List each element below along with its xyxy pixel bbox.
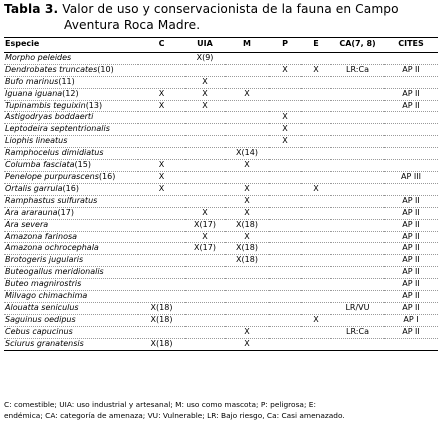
e-cell: [301, 338, 331, 350]
caption-text-1: Valor de uso y conservacionista de la fauna en Campo: [62, 2, 399, 16]
cites-cell: AP II: [384, 243, 438, 255]
m-cell: [225, 279, 269, 291]
species-name: Ara severa: [5, 219, 49, 229]
m-cell: [225, 52, 269, 64]
uia-cell: [185, 195, 225, 207]
table-row: [4, 171, 438, 183]
m-cell: X: [225, 338, 269, 350]
c-cell: X: [138, 171, 185, 183]
species-name: Amazona ochrocephala: [5, 243, 99, 253]
m-cell: X: [225, 231, 269, 243]
c-cell: [138, 207, 185, 219]
p-cell: [269, 207, 301, 219]
e-cell: [301, 302, 331, 314]
p-cell: X: [269, 112, 301, 124]
caption-text-2: Aventura Roca Madre.: [64, 18, 201, 32]
species-reference: (16): [98, 171, 116, 181]
species-name: Saguinus oedipus: [5, 314, 76, 324]
e-cell: [301, 231, 331, 243]
ca-cell: [331, 171, 384, 183]
species-name: Astigodryas boddaerti: [5, 112, 94, 122]
uia-cell: [185, 112, 225, 124]
e-cell: [301, 148, 331, 160]
m-cell: X: [225, 88, 269, 100]
table-row: [4, 183, 438, 195]
uia-cell: X(9): [185, 52, 225, 64]
cites-cell: [384, 160, 438, 172]
c-cell: [138, 279, 185, 291]
table-row: [4, 136, 438, 148]
species-cell: [4, 267, 138, 279]
p-cell: [269, 195, 301, 207]
m-cell: X: [225, 160, 269, 172]
species-name: Morpho peleides: [5, 52, 72, 62]
cites-cell: [384, 338, 438, 350]
cites-cell: AP II: [384, 207, 438, 219]
species-cell: [4, 52, 138, 64]
table-row: [4, 231, 438, 243]
species-name: Ortalis garrula: [5, 183, 63, 193]
e-cell: [301, 124, 331, 136]
species-name: Cebus capucinus: [5, 326, 73, 336]
ca-cell: [331, 76, 384, 88]
c-cell: [138, 219, 185, 231]
species-reference: (12): [62, 88, 79, 98]
p-cell: [269, 255, 301, 267]
species-cell: [4, 326, 138, 338]
species-name: Penelope purpurascens: [5, 171, 99, 181]
species-cell: [4, 231, 138, 243]
c-cell: [138, 136, 185, 148]
species-name: Milvago chimachima: [5, 291, 88, 301]
ca-cell: [331, 231, 384, 243]
e-cell: [301, 136, 331, 148]
uia-cell: X: [185, 100, 225, 112]
caption-line-1: [4, 1, 438, 17]
c-cell: [138, 326, 185, 338]
m-cell: [225, 124, 269, 136]
m-cell: [225, 302, 269, 314]
ca-cell: [331, 267, 384, 279]
ca-cell: [331, 183, 384, 195]
cites-cell: AP III: [384, 171, 438, 183]
p-cell: [269, 302, 301, 314]
e-cell: [301, 100, 331, 112]
species-name: Ramphastus sulfuratus: [5, 195, 98, 205]
ca-cell: [331, 338, 384, 350]
ca-cell: [331, 207, 384, 219]
e-cell: X: [301, 64, 331, 76]
cites-cell: AP II: [384, 195, 438, 207]
m-cell: X(18): [225, 219, 269, 231]
table-row: [4, 160, 438, 172]
cites-cell: [384, 52, 438, 64]
column-header: M: [225, 38, 269, 53]
species-cell: [4, 183, 138, 195]
cites-cell: AP I: [384, 314, 438, 326]
p-cell: [269, 279, 301, 291]
species-cell: [4, 171, 138, 183]
p-cell: [269, 148, 301, 160]
e-cell: [301, 279, 331, 291]
e-cell: [301, 243, 331, 255]
footnote-line-2: endémica; CA: categoría de amenaza; VU: Vulnerable; LR: Bajo riesgo, Ca: Casi amenazado.: [4, 411, 345, 420]
species-name: Dendrobates truncates: [5, 64, 98, 74]
species-cell: [4, 160, 138, 172]
p-cell: [269, 338, 301, 350]
m-cell: X(18): [225, 255, 269, 267]
ca-cell: [331, 148, 384, 160]
e-cell: [301, 171, 331, 183]
table-row: [4, 148, 438, 160]
m-cell: X: [225, 195, 269, 207]
species-name: Amazona farinosa: [5, 231, 78, 241]
table-row: [4, 88, 438, 100]
m-cell: [225, 76, 269, 88]
species-name: Sciurus granatensis: [5, 338, 84, 348]
p-cell: [269, 231, 301, 243]
uia-cell: [185, 148, 225, 160]
species-name: Liophis lineatus: [5, 136, 68, 146]
c-cell: X: [138, 183, 185, 195]
table-row: [4, 255, 438, 267]
species-name: Leptodeira septentrionalis: [5, 124, 110, 134]
uia-cell: [185, 136, 225, 148]
species-cell: [4, 255, 138, 267]
e-cell: [301, 267, 331, 279]
table-row: [4, 291, 438, 303]
cites-cell: AP II: [384, 88, 438, 100]
species-cell: [4, 291, 138, 303]
species-cell: [4, 88, 138, 100]
m-cell: [225, 171, 269, 183]
c-cell: X: [138, 88, 185, 100]
p-cell: X: [269, 136, 301, 148]
uia-cell: [185, 255, 225, 267]
p-cell: [269, 160, 301, 172]
cites-cell: AP II: [384, 326, 438, 338]
species-cell: [4, 136, 138, 148]
e-cell: [301, 52, 331, 64]
ca-cell: [331, 88, 384, 100]
species-reference: (15): [74, 160, 91, 170]
species-cell: [4, 112, 138, 124]
table-row: [4, 112, 438, 124]
species-name: Brotogeris jugularis: [5, 255, 84, 265]
c-cell: [138, 231, 185, 243]
uia-cell: [185, 314, 225, 326]
c-cell: X(18): [138, 314, 185, 326]
m-cell: [225, 267, 269, 279]
table-row: [4, 52, 438, 64]
c-cell: [138, 124, 185, 136]
uia-cell: X: [185, 207, 225, 219]
uia-cell: [185, 160, 225, 172]
e-cell: [301, 195, 331, 207]
p-cell: [269, 291, 301, 303]
table-row: [4, 76, 438, 88]
column-header: CITES: [384, 38, 438, 53]
p-cell: [269, 267, 301, 279]
table-body: [4, 52, 438, 350]
p-cell: [269, 314, 301, 326]
species-cell: [4, 302, 138, 314]
uia-cell: X: [185, 76, 225, 88]
e-cell: [301, 88, 331, 100]
m-cell: [225, 64, 269, 76]
footnote: [4, 399, 438, 421]
m-cell: X: [225, 326, 269, 338]
p-cell: [269, 52, 301, 64]
m-cell: [225, 100, 269, 112]
c-cell: X: [138, 100, 185, 112]
m-cell: X: [225, 207, 269, 219]
m-cell: [225, 314, 269, 326]
ca-cell: [331, 160, 384, 172]
c-cell: [138, 255, 185, 267]
m-cell: [225, 291, 269, 303]
uia-cell: [185, 64, 225, 76]
table-row: [4, 195, 438, 207]
column-header: P: [269, 38, 301, 53]
ca-cell: [331, 112, 384, 124]
cites-cell: [384, 136, 438, 148]
cites-cell: AP II: [384, 267, 438, 279]
uia-cell: [185, 291, 225, 303]
species-cell: [4, 64, 138, 76]
cites-cell: AP II: [384, 64, 438, 76]
cites-cell: AP II: [384, 219, 438, 231]
ca-cell: [331, 195, 384, 207]
table-caption: [4, 1, 438, 33]
fauna-table: [4, 37, 438, 351]
e-cell: [301, 291, 331, 303]
c-cell: [138, 291, 185, 303]
table-row: [4, 279, 438, 291]
species-name: Ramphocelus dimidiatus: [5, 148, 104, 158]
ca-cell: [331, 219, 384, 231]
ca-cell: [331, 243, 384, 255]
ca-cell: [331, 136, 384, 148]
species-cell: [4, 243, 138, 255]
caption-label: Tabla 3.: [4, 2, 59, 16]
uia-cell: [185, 302, 225, 314]
c-cell: X(18): [138, 302, 185, 314]
footnote-line-1: C: comestible; UIA: uso industrial y artesanal; M: uso como mascota; P: peligrosa; E:: [4, 400, 316, 409]
cites-cell: AP II: [384, 291, 438, 303]
species-cell: [4, 100, 138, 112]
ca-cell: [331, 279, 384, 291]
species-reference: (17): [57, 207, 74, 217]
ca-cell: LR:Ca: [331, 326, 384, 338]
m-cell: [225, 136, 269, 148]
e-cell: [301, 219, 331, 231]
c-cell: [138, 112, 185, 124]
species-name: Tupinambis teguixin: [5, 100, 86, 110]
cites-cell: AP II: [384, 279, 438, 291]
species-reference: (13): [85, 100, 103, 110]
ca-cell: [331, 100, 384, 112]
species-cell: [4, 219, 138, 231]
species-name: Alouatta seniculus: [5, 302, 79, 312]
c-cell: [138, 64, 185, 76]
species-name: Iguana iguana: [5, 88, 63, 98]
column-header: E: [301, 38, 331, 53]
species-cell: [4, 148, 138, 160]
c-cell: X(18): [138, 338, 185, 350]
e-cell: [301, 326, 331, 338]
ca-cell: LR:Ca: [331, 64, 384, 76]
cites-cell: [384, 183, 438, 195]
cites-cell: AP II: [384, 302, 438, 314]
species-cell: [4, 279, 138, 291]
table-row: [4, 124, 438, 136]
species-reference: (16): [62, 183, 79, 193]
ca-cell: [331, 52, 384, 64]
column-header: CA(7, 8): [331, 38, 384, 53]
p-cell: [269, 243, 301, 255]
uia-cell: [185, 267, 225, 279]
cites-cell: [384, 148, 438, 160]
p-cell: [269, 76, 301, 88]
e-cell: [301, 160, 331, 172]
species-reference: (10): [97, 64, 114, 74]
m-cell: X(18): [225, 243, 269, 255]
ca-cell: LR/VU: [331, 302, 384, 314]
ca-cell: [331, 255, 384, 267]
species-name: Buteo magnirostris: [5, 279, 82, 289]
species-cell: [4, 207, 138, 219]
c-cell: X: [138, 160, 185, 172]
uia-cell: X: [185, 231, 225, 243]
uia-cell: [185, 124, 225, 136]
e-cell: [301, 76, 331, 88]
c-cell: [138, 195, 185, 207]
p-cell: [269, 88, 301, 100]
uia-cell: [185, 171, 225, 183]
table-row: [4, 243, 438, 255]
p-cell: [269, 171, 301, 183]
species-name: Buteogallus meridionalis: [5, 267, 104, 277]
ca-cell: [331, 291, 384, 303]
m-cell: X: [225, 183, 269, 195]
column-header: Especie: [4, 38, 138, 53]
table-header-row: [4, 38, 438, 53]
table-row: [4, 64, 438, 76]
column-header: C: [138, 38, 185, 53]
uia-cell: X(17): [185, 219, 225, 231]
cites-cell: AP II: [384, 100, 438, 112]
species-cell: [4, 124, 138, 136]
e-cell: X: [301, 183, 331, 195]
e-cell: [301, 207, 331, 219]
m-cell: [225, 112, 269, 124]
e-cell: [301, 255, 331, 267]
species-name: Ara ararauna: [5, 207, 58, 217]
p-cell: [269, 326, 301, 338]
ca-cell: [331, 124, 384, 136]
cites-cell: [384, 124, 438, 136]
c-cell: [138, 267, 185, 279]
table-row: [4, 100, 438, 112]
c-cell: [138, 76, 185, 88]
uia-cell: [185, 326, 225, 338]
c-cell: [138, 243, 185, 255]
m-cell: X(14): [225, 148, 269, 160]
p-cell: [269, 219, 301, 231]
c-cell: [138, 148, 185, 160]
species-name: Bufo marinus: [5, 76, 59, 86]
uia-cell: [185, 338, 225, 350]
table-row: [4, 207, 438, 219]
e-cell: X: [301, 314, 331, 326]
uia-cell: [185, 183, 225, 195]
table-row: [4, 338, 438, 350]
e-cell: [301, 112, 331, 124]
p-cell: X: [269, 64, 301, 76]
species-cell: [4, 76, 138, 88]
species-reference: (11): [58, 76, 75, 86]
species-cell: [4, 338, 138, 350]
species-cell: [4, 314, 138, 326]
p-cell: [269, 100, 301, 112]
table-row: [4, 326, 438, 338]
uia-cell: X: [185, 88, 225, 100]
cites-cell: [384, 76, 438, 88]
uia-cell: [185, 279, 225, 291]
uia-cell: X(17): [185, 243, 225, 255]
p-cell: [269, 183, 301, 195]
ca-cell: [331, 314, 384, 326]
species-cell: [4, 195, 138, 207]
cites-cell: AP II: [384, 231, 438, 243]
cites-cell: AP II: [384, 255, 438, 267]
table-row: [4, 302, 438, 314]
p-cell: X: [269, 124, 301, 136]
species-name: Columba fasciata: [5, 160, 75, 170]
column-header: UIA: [185, 38, 225, 53]
table-row: [4, 219, 438, 231]
table-row: [4, 267, 438, 279]
table-row: [4, 314, 438, 326]
c-cell: [138, 52, 185, 64]
cites-cell: [384, 112, 438, 124]
